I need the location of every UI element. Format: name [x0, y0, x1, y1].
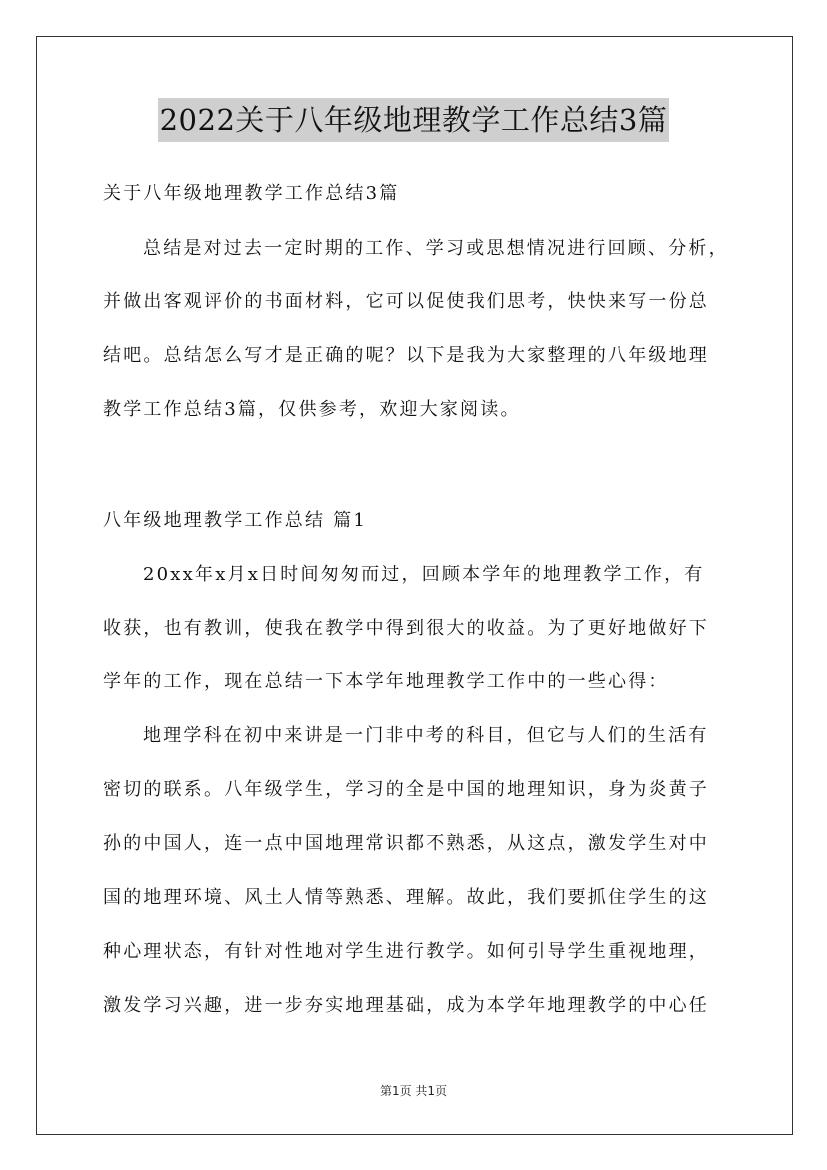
- para2-line-1: 地理学科在初中来讲是一门非中考的科目，但它与人们的生活有: [143, 725, 709, 746]
- para2-line-2: 密切的联系。八年级学生，学习的全是中国的地理知识，身为炎黄子: [103, 779, 709, 800]
- para1-line-3: 学年的工作，现在总结一下本学年地理教学工作中的一些心得：: [103, 671, 669, 692]
- document-subtitle: 关于八年级地理教学工作总结3篇: [103, 183, 400, 204]
- para1-line-1: 20xx年x月x日时间匆匆而过，回顾本学年的地理教学工作，有: [143, 564, 705, 585]
- para1-line-2: 收获，也有教训，使我在教学中得到很大的收益。为了更好地做好下: [103, 618, 709, 639]
- para2-line-5: 种心理状态，有针对性地对学生进行教学。如何引导学生重视地理，: [103, 941, 709, 962]
- para2-line-4: 国的地理环境、风土人情等熟悉、理解。故此，我们要抓住学生的这: [103, 887, 709, 908]
- section-heading: 八年级地理教学工作总结 篇1: [103, 510, 367, 531]
- para2-line-6: 激发学习兴趣，进一步夯实地理基础，成为本学年地理教学的中心任: [103, 995, 709, 1016]
- page-footer: 第1页 共1页: [379, 1084, 448, 1098]
- document-title: 2022关于八年级地理教学工作总结3篇: [158, 98, 670, 142]
- para2-line-3: 孙的中国人，连一点中国地理常识都不熟悉，从这点，激发学生对中: [103, 833, 709, 854]
- intro-line-3: 结吧。总结怎么写才是正确的呢？以下是我为大家整理的八年级地理: [103, 345, 709, 366]
- intro-line-4: 教学工作总结3篇，仅供参考，欢迎大家阅读。: [103, 399, 521, 420]
- intro-line-1: 总结是对过去一定时期的工作、学习或思想情况进行回顾、分析，: [143, 238, 729, 259]
- title-container: [0, 98, 827, 142]
- intro-line-2: 并做出客观评价的书面材料，它可以促使我们思考，快快来写一份总: [103, 291, 709, 312]
